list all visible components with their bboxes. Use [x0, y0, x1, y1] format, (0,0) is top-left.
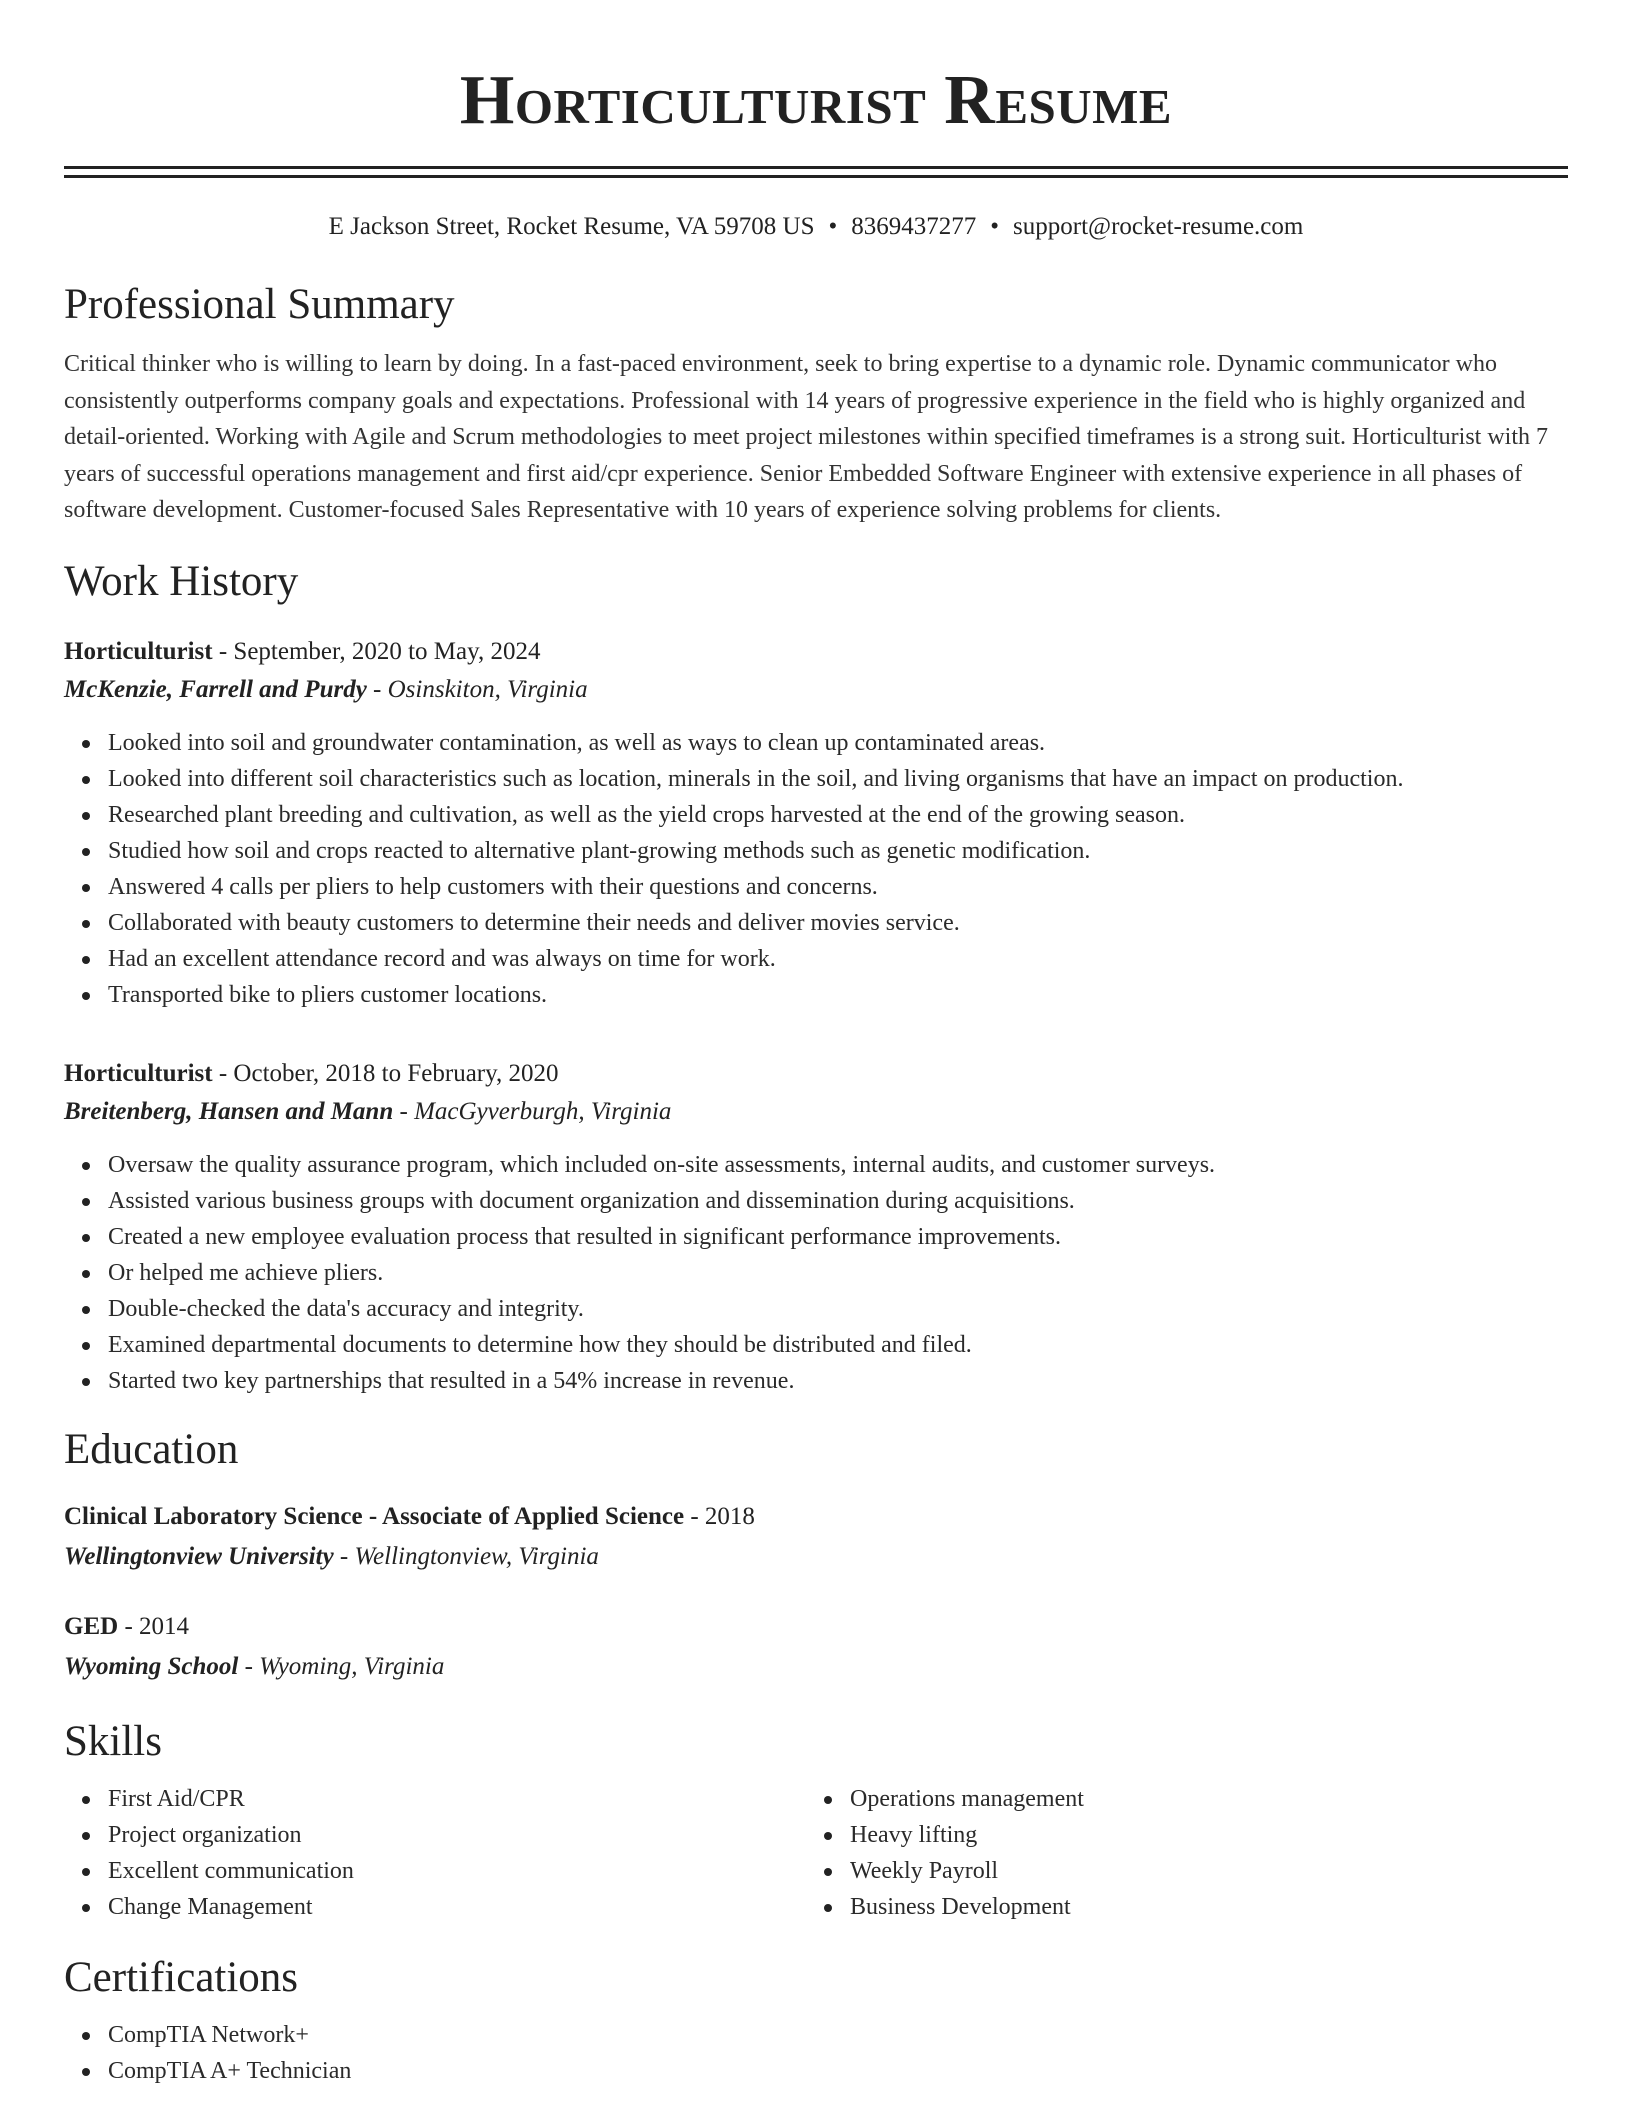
summary-heading: Professional Summary	[64, 281, 455, 328]
job-title: Horticulturist	[64, 637, 213, 665]
job-location: - MacGyverburgh, Virginia	[393, 1097, 672, 1125]
education-school: Wellingtonview University	[64, 1542, 334, 1570]
skill-item: Operations management	[850, 1781, 1548, 1817]
contact-address: E Jackson Street, Rocket Resume, VA 59708 US	[328, 213, 815, 240]
skills-list	[64, 1781, 806, 1925]
list-item: Researched plant breeding and cultivation, as well as the yield crops harvested at the end of the growing season.	[108, 797, 1568, 833]
skill-item: Change Management	[108, 1889, 806, 1925]
job-company: McKenzie, Farrell and Purdy	[64, 675, 367, 703]
skills-column-left	[64, 1781, 806, 1925]
skill-item: Business Development	[850, 1889, 1548, 1925]
education-location: - Wellingtonview, Virginia	[333, 1542, 599, 1570]
contact-separator: •	[828, 213, 838, 240]
job-dates: - September, 2020 to May, 2024	[212, 637, 541, 665]
education-entry	[64, 1607, 1568, 1687]
skill-item: Weekly Payroll	[850, 1853, 1548, 1889]
job-role-line	[64, 1055, 1568, 1093]
list-item: Studied how soil and crops reacted to alternative plant-growing methods such as genetic modification.	[108, 833, 1568, 869]
list-item: Assisted various business groups with document organization and dissemination during acquisitions.	[108, 1183, 1568, 1219]
work-history-heading: Work History	[64, 557, 299, 605]
resume-title: Horticulturist Resume	[459, 62, 1173, 139]
skills-column-right	[806, 1781, 1548, 1925]
list-item: Answered 4 calls per pliers to help customers with their questions and concerns.	[108, 869, 1568, 905]
title-divider	[64, 166, 1568, 178]
list-item: Looked into different soil characteristics such as location, minerals in the soil, and living organisms that have an impact on production.	[108, 761, 1568, 797]
list-item: Or helped me achieve pliers.	[108, 1255, 1568, 1291]
job-entry	[64, 633, 1568, 1013]
contact-phone: 8369437277	[851, 213, 977, 240]
education-year: - 2014	[118, 1612, 190, 1640]
list-item: Had an excellent attendance record and was always on time for work.	[108, 941, 1568, 977]
job-duties-list	[64, 1147, 1568, 1399]
education-school: Wyoming School	[64, 1652, 239, 1680]
job-dates: - October, 2018 to February, 2020	[212, 1059, 559, 1087]
job-location: - Osinskiton, Virginia	[366, 675, 588, 703]
education-heading: Education	[64, 1425, 239, 1473]
list-item: Looked into soil and groundwater contamination, as well as ways to clean up contaminated areas.	[108, 725, 1568, 761]
list-item: Started two key partnerships that resulted in a 54% increase in revenue.	[108, 1363, 1568, 1399]
certification-item: CompTIA Network+	[108, 2017, 1568, 2053]
job-title: Horticulturist	[64, 1059, 213, 1087]
skill-item: Project organization	[108, 1817, 806, 1853]
education-degree-line	[64, 1607, 1568, 1647]
list-item: Double-checked the data's accuracy and integrity.	[108, 1291, 1568, 1327]
education-school-line	[64, 1647, 1568, 1687]
certification-item: CompTIA A+ Technician	[108, 2053, 1568, 2089]
list-item: Examined departmental documents to determine how they should be distributed and filed.	[108, 1327, 1568, 1363]
education-degree: Clinical Laboratory Science - Associate of Applied Science	[64, 1502, 685, 1530]
job-duties-list	[64, 725, 1568, 1013]
skill-item: Excellent communication	[108, 1853, 806, 1889]
list-item: Transported bike to pliers customer locations.	[108, 977, 1568, 1013]
contact-email: support@rocket-resume.com	[1013, 213, 1304, 240]
skills-heading: Skills	[64, 1717, 162, 1765]
contact-line	[64, 212, 1568, 242]
education-degree: GED	[64, 1612, 119, 1640]
contact-separator: •	[990, 213, 1000, 240]
job-company-line	[64, 671, 1568, 709]
education-degree-line	[64, 1497, 1568, 1537]
job-company-line	[64, 1093, 1568, 1131]
job-company: Breitenberg, Hansen and Mann	[64, 1097, 394, 1125]
skill-item: Heavy lifting	[850, 1817, 1548, 1853]
skill-item: First Aid/CPR	[108, 1781, 806, 1817]
skills-grid	[64, 1781, 1568, 1925]
list-item: Collaborated with beauty customers to determine their needs and deliver movies service.	[108, 905, 1568, 941]
certifications-heading: Certifications	[64, 1953, 299, 2001]
job-entry	[64, 1055, 1568, 1399]
list-item: Created a new employee evaluation process that resulted in significant performance improvements.	[108, 1219, 1568, 1255]
job-role-line	[64, 633, 1568, 671]
education-entry	[64, 1497, 1568, 1577]
skills-list	[806, 1781, 1548, 1925]
education-location: - Wyoming, Virginia	[238, 1652, 445, 1680]
education-school-line	[64, 1537, 1568, 1577]
education-year: - 2018	[684, 1502, 755, 1530]
summary-text: Critical thinker who is willing to learn by doing. In a fast-paced environment, seek to bring expertise to a dynamic role. Dynamic communicator who consistently outperforms company goals and expectations. Professional with 14 years of progressive experience in the field who is highly organized and detail-oriented. Working with Agile and Scrum methodologies to meet project milestones within specified timeframes is a strong suit. Horticulturist with 7 years of successful operations management and first aid/cpr experience. Senior Embedded Software Engineer with extensive experience in all phases of software development. Customer-focused Sales Representative with 10 years of experience solving problems for clients.	[64, 351, 1549, 523]
certifications-list	[64, 2017, 1568, 2089]
list-item: Oversaw the quality assurance program, which included on-site assessments, internal audits, and customer surveys.	[108, 1147, 1568, 1183]
